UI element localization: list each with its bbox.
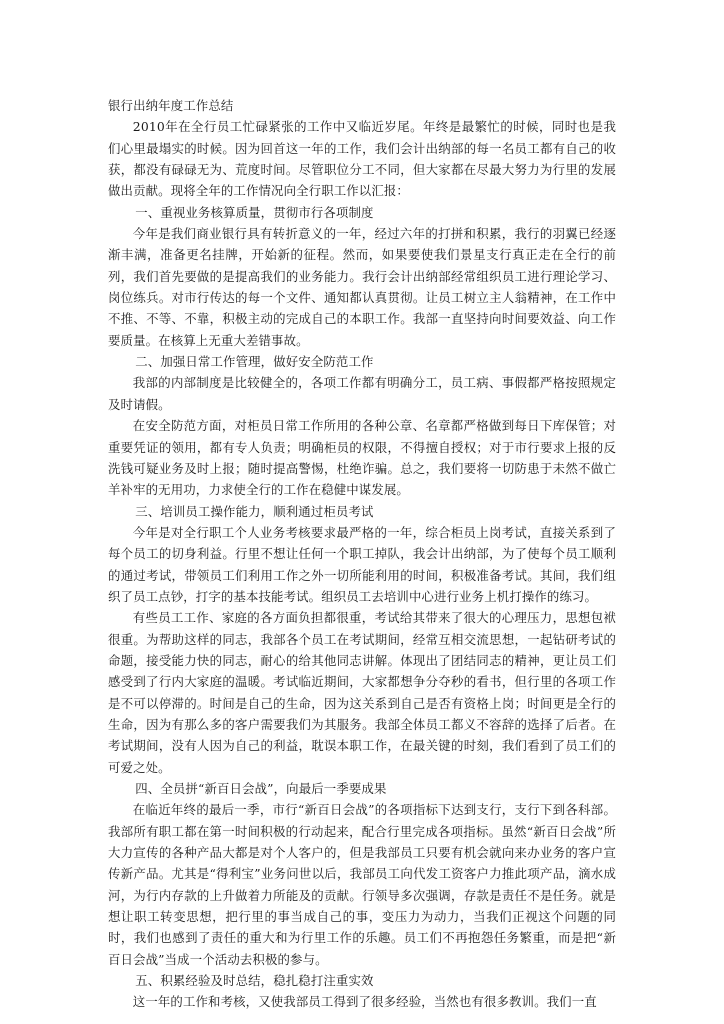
section-3-paragraph-2: 有些员工工作、家庭的各方面负担都很重，考试给其带来了很大的心理压力，思想包袱很重。为帮助这样的同志，我部各个员工在考试期间，经常互相交流思想，一起钻研考试的命题，接受能力快的同志，耐心的给其他同志讲解。体现出了团结同志的精神，更让员工们感受到了行内大家庭的温暖。考试临近期间，大家都想争分夺秒的看书，但行里的各项工作是不可以停滞的。时间是自己的生命，因为这关系到自己是否有资格上岗；时间更是全行的生命，因为有那么多的客户需要我们为其服务。我部全体员工都义不容辞的选择了后者。在考试期间，没有人因为自己的利益，耽误本职工作，在最关键的时刻，我们看到了员工们的可爱之处。 (108, 610, 616, 775)
section-2-heading: 二、加强日常工作管理，做好安全防范工作 (135, 354, 374, 370)
section-5-paragraph-1: 这一年的工作和考核，又使我部员工得到了很多经验，当然也有很多教训。我们一直 (132, 994, 597, 1010)
section-2-paragraph-1: 我部的内部制度是比较健全的，各项工作都有明确分工，员工病、事假都严格按照规定及时请假。 (108, 375, 616, 412)
section-5-heading: 五、积累经验及时总结，稳扎稳打注重实效 (135, 973, 374, 989)
document-page (108, 95, 616, 1013)
section-4-paragraph-1: 在临近年终的最后一季，市行“新百日会战”的各项指标下达到支行，支行下到各科部。我部所有职工都在第一时间积极的行动起来，配合行里完成各项指标。虽然“新百日会战”所大力宣传的各种产品大都是对个人客户的，但是我部员工只要有机会就向来办业务的客户宣传新产品。尤其是“得利宝”业务问世以后，我部员工向代发工资客户力推此项产品，滴水成河，为行内存款的上升做着力所能及的贡献。行领导多次强调，存款是责任不是任务。就是想让职工转变思想，把行里的事当成自己的事，变压力为动力，当我们正视这个问题的同时，我们也感到了责任的重大和为行里工作的乐趣。员工们不再抱怨任务繁重，而是把“新百日会战”当成一个活动去积极的参与。 (108, 802, 616, 967)
intro-paragraph: 2010年在全行员工忙碌紧张的工作中又临近岁尾。年终是最繁忙的时候，同时也是我们心里最塌实的时候。因为回首这一年的工作，我们会计出纳部的每一名员工都有自己的收获，都没有碌碌无为、荒度时间。尽管职位分工不同，但大家都在尽最大努力为行里的发展做出贡献。现将全年的工作情况向全行职工作以汇报： (108, 119, 616, 199)
section-3-paragraph-1: 今年是对全行职工个人业务考核要求最严格的一年，综合柜员上岗考试，直接关系到了每个员工的切身利益。行里不想让任何一个职工掉队，我会计出纳部，为了使每个员工顺利的通过考试，带领员工们利用工作之外一切所能利用的时间，积极准备考试。其间，我们组织了员工点钞，打字的基本技能考试。组织员工去培训中心进行业务上机打操作的练习。 (108, 524, 616, 604)
section-1-heading: 一、重视业务核算质量，贯彻市行各项制度 (135, 204, 374, 220)
section-4-heading: 四、全员拼“新百日会战”，向最后一季要成果 (135, 781, 387, 796)
section-2-paragraph-2: 在安全防范方面，对柜员日常工作所用的各种公章、名章都严格做到每日下库保管；对重要凭证的领用，都有专人负责；明确柜员的权限，不得擅自授权；对于市行要求上报的反洗钱可疑业务及时上报；随时提高警惕，杜绝诈骗。总之，我们要将一切防患于未然不做亡羊补牢的无用功，力求使全行的工作在稳健中谋发展。 (108, 418, 616, 498)
section-3-heading: 三、培训员工操作能力，顺利通过柜员考试 (135, 503, 374, 519)
section-1-paragraph-1: 今年是我们商业银行具有转折意义的一年，经过六年的打拼和积累，我行的羽翼已经逐渐丰满，准备更名挂牌，开始新的征程。然而，如果要使我们景星支行真正走在全行的前列，我们首先要做的是提高我们的业务能力。我行会计出纳部经常组织员工进行理论学习、岗位练兵。对市行传达的每一个文件、通知都认真贯彻。让员工树立主人翁精神，在工作中不推、不等、不靠，积极主动的完成自己的本职工作。我部一直坚持向时间要效益、向工作要质量。在核算上无重大差错事故。 (108, 226, 616, 348)
document-title: 银行出纳年度工作总结 (108, 98, 234, 113)
